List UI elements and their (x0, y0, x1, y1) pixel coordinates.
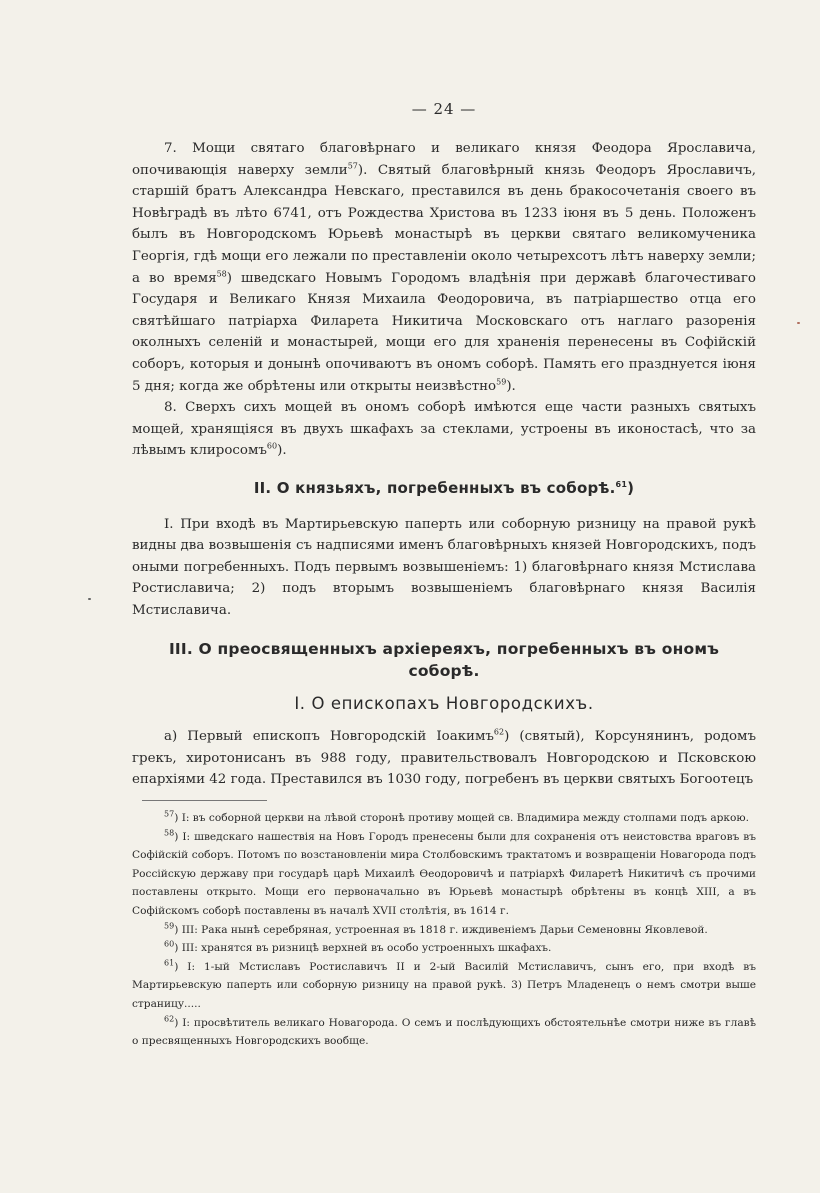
footnote-62 (132, 1014, 756, 1051)
footnote-text: ) I: просвѣтитель великаго Новагорода. О семъ и послѣдующихъ обстоятельнѣе смотри ниже въ главѣ о пресвященныхъ Новгородскихъ вообще. (132, 1016, 756, 1048)
section-2-title: II. О князьяхъ, погребенныхъ въ соборѣ. (253, 478, 616, 497)
footnote-57 (132, 809, 756, 828)
footnotes (132, 809, 756, 1051)
section-3-subheading: I. О епископахъ Новгородскихъ. (294, 693, 594, 713)
section-2-heading (132, 478, 756, 500)
paragraph-8 (132, 397, 756, 462)
footnote-number: 62 (164, 1014, 175, 1023)
footnote-ref-57: 57 (347, 161, 358, 171)
footnote-number: 60 (164, 939, 175, 949)
footnote-number: 59 (164, 921, 175, 931)
footnote-59 (132, 921, 756, 940)
section-3-text-a: а) Первый епископъ Новгородскій Іоакимъ (164, 729, 494, 745)
footnote-text: ) I: шведскаго нашествія на Новъ Городъ пренесены были для сохраненія отъ неистовства враговъ въ Софійскій соборъ. Потомъ по возстановленіи мира Столбовскимъ трактатомъ и возвращеніи Новагорода подъ Россійскую державу при государѣ царѣ Михаилѣ Ѳеодоровичѣ и патріархѣ Филаретѣ Никитичѣ съ прочими поставлены открыто. Мощи его первоначально въ Юрьевѣ монастырѣ обрѣтены въ концѣ XIII, а въ Софійскомъ соборѣ поставлены въ началѣ XVII столѣтія, въ 1614 г. (132, 830, 756, 917)
main-text (132, 138, 756, 791)
footnote-text: ) I: въ соборной церкви на лѣвой сторонѣ противу мощей св. Владимира между столпами подъ аркою. (174, 812, 750, 824)
footnote-text: ) I: 1-ый Мстиславъ Ростиславичъ II и 2-ый Василій Мстиславичъ, сынъ его, при входѣ въ Мартирьевскую паперть или соборную ризницу на правой рукѣ. 3) Петръ Младенецъ о немъ смотри выше страницу..... (132, 960, 756, 1010)
section-2-paragraph: I. При входѣ въ Мартирьевскую паперть или соборную ризницу на правой рукѣ видны два возвышенія съ надписями именъ благовѣрныхъ князей Новгородскихъ, подъ оными погребенныхъ. Подъ первымъ возвышеніемъ: 1) благовѣрнаго князя Мстислава Ростиславича; 2) подъ вторымъ возвышеніемъ благовѣрнаго князя Василія Мстиславича. (132, 516, 756, 618)
section-3-heading: III. О преосвященныхъ архіереяхъ, погребенныхъ въ ономъ соборѣ. (168, 640, 720, 681)
section-2-close: ) (627, 478, 635, 497)
footnote-ref-58: 58 (216, 269, 227, 279)
footnote-ref-62: 62 (493, 727, 505, 737)
footnote-58 (132, 828, 756, 921)
footnote-60 (132, 939, 756, 958)
section-3-text-b: ) (святый), Корсунянинъ, родомъ грекъ, хиротонисанъ въ 988 году, правительствовалъ Новгородскою и Псковскою епархіями 42 года. Преставился въ 1030 году, погребенъ въ церкви святыхъ Богоотецъ (132, 729, 756, 788)
footnote-text: ) III: Рака нынѣ серебряная, устроенная въ 1818 г. иждивеніемъ Дарьи Семеновны Яковлевой. (174, 923, 708, 936)
paragraph-7-text: 7. Мощи святаго благовѣрнаго и великаго князя Феодора Ярославича, опочивающія наверху земли (132, 141, 756, 178)
paragraph-8-text: 8. Сверхъ сихъ мощей въ ономъ соборѣ имѣются еще части разныхъ святыхъ мощей, хранящіяся въ двухъ шкафахъ за стеклами, устроены въ иконостасѣ, что за лѣвымъ клиросомъ (132, 400, 756, 459)
paragraph-8-text-b: ). (277, 443, 287, 459)
footnote-text: ) III: хранятся въ ризницѣ верхней въ особо устроенныхъ шкафахъ. (174, 942, 552, 955)
paper-speck (797, 322, 800, 324)
paragraph-7 (132, 138, 756, 397)
page-number: — 24 — (411, 100, 477, 118)
paragraph-7-text-c: ) шведскаго Новымъ Городомъ владѣнія при державѣ благочестиваго Государя и Великаго Князя Михаила Феодоровича, въ патріаршество отца его святѣйшаго патріарха Филарета Никитича Московскаго отъ наглаго разоренія околныхъ селеній и монастырей, мощи его для храненія перенесены въ Софійскій соборъ, которыя и донынѣ опочиваютъ въ ономъ соборѣ. Память его празднуется іюня 5 дня; когда же обрѣтены или открыты неизвѣстно (132, 270, 756, 394)
footnote-number: 57 (164, 809, 175, 819)
footnote-ref-59: 59 (496, 377, 507, 387)
paper-speck (88, 598, 91, 600)
footnote-ref-61: 61 (615, 479, 628, 489)
section-3-paragraph (132, 726, 756, 791)
footnote-61 (132, 958, 756, 1014)
paragraph-7-text-b: ). Святый благовѣрный князь Феодоръ Ярославичъ, старшій братъ Александра Невскаго, преставился въ день бракосочетанія своего въ Новѣградѣ въ лѣто 6741, отъ Рождества Христова въ 1233 іюня въ 5 день. Положенъ былъ въ Новгородскомъ Юрьевѣ монастырѣ въ церкви святаго великомученика Георгія, гдѣ мощи его лежали по преставленіи около четырехсотъ лѣтъ наверху земли; а во время (132, 162, 756, 286)
paragraph-7-text-d: ). (506, 378, 516, 394)
footnote-ref-60: 60 (266, 441, 278, 451)
footnote-number: 58 (164, 828, 175, 838)
footnote-divider (142, 800, 267, 801)
footnote-number: 61 (164, 958, 175, 968)
